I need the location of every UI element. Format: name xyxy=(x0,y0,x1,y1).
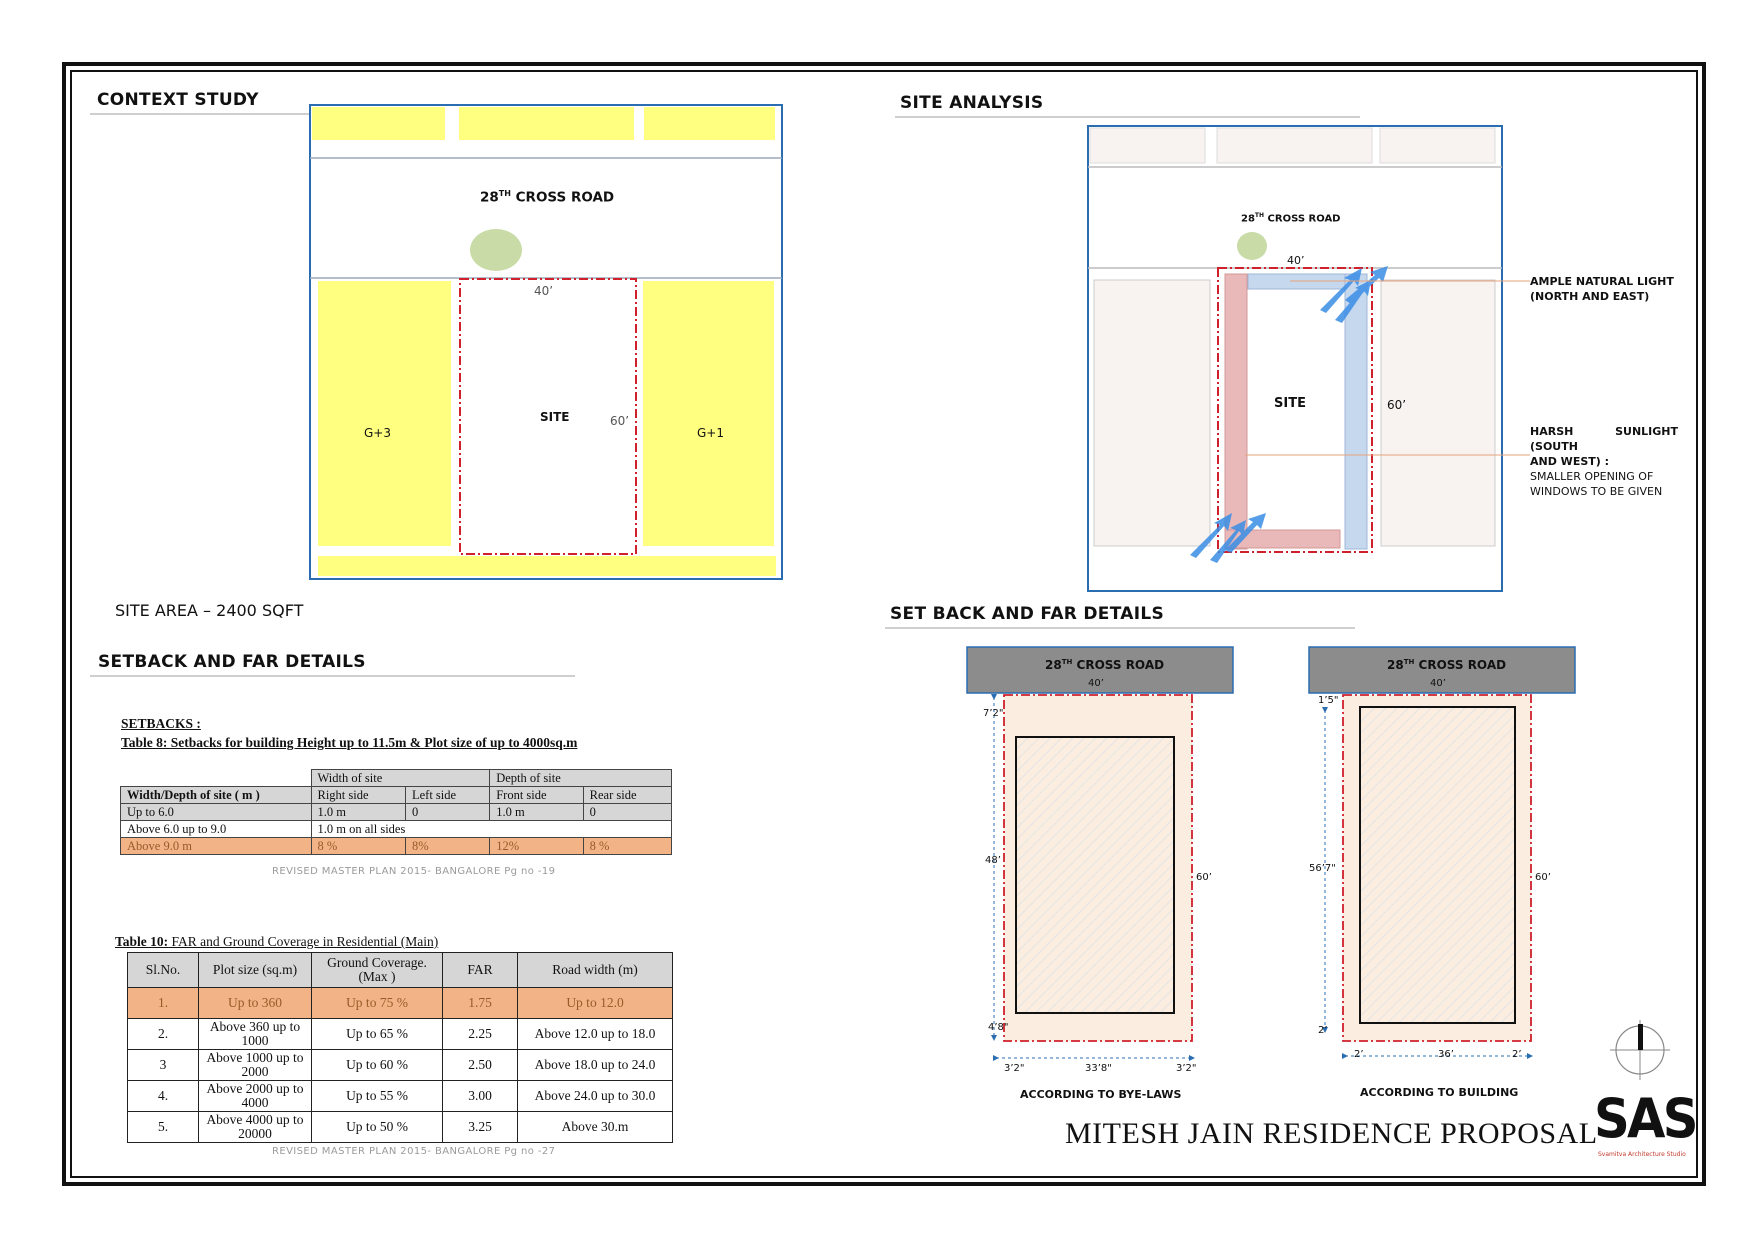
building-inner-width: 36’ xyxy=(1438,1049,1454,1060)
table10-header: Ground Coverage. (Max ) xyxy=(312,953,443,988)
building-road-label: 28TH CROSS ROAD xyxy=(1387,658,1507,672)
setback-far-heading: SETBACK AND FAR DETAILS xyxy=(98,652,366,672)
table-cell: 8 % xyxy=(583,838,671,855)
table-cell: Up to 65 % xyxy=(312,1019,443,1050)
byelaws-top-dim: 40’ xyxy=(1088,678,1104,689)
table-cell: Above 30.m xyxy=(518,1112,673,1143)
table-cell: Above 1000 up to 2000 xyxy=(199,1050,312,1081)
table-cell: 5. xyxy=(128,1112,199,1143)
table-cell: 1.0 m xyxy=(490,804,583,821)
byelaws-depth-dim: 60’ xyxy=(1196,872,1212,883)
analysis-site-label: SITE xyxy=(1274,396,1306,411)
left-building-label: G+3 xyxy=(364,426,391,440)
table8-col-front: Front side xyxy=(490,787,583,804)
byelaws-plan xyxy=(967,647,1233,1058)
building-side-left: 2’ xyxy=(1354,1049,1364,1060)
setbacks-title: SETBACKS : xyxy=(121,716,201,731)
site-area-text: SITE AREA – 2400 SQFT xyxy=(115,601,304,620)
byelaws-mid-dim: 48’ xyxy=(985,855,1001,866)
table-cell: 0 xyxy=(583,804,671,821)
table-cell: Above 360 up to 1000 xyxy=(199,1019,312,1050)
context-site-label: SITE xyxy=(540,410,570,424)
table10-header: Sl.No. xyxy=(128,953,199,988)
table-cell: 1.75 xyxy=(443,988,518,1019)
table-cell: Up to 12.0 xyxy=(518,988,673,1019)
project-title: MITESH JAIN RESIDENCE PROPOSAL xyxy=(1065,1117,1598,1150)
table8-caption: Table 8: Setbacks for building Height up to 11.5m & Plot size of up to 4000sq.m xyxy=(121,735,578,750)
north-arrow-icon xyxy=(1610,1020,1670,1080)
table8-col-left: Left side xyxy=(405,787,489,804)
table8-col-label: Width/Depth of site ( m ) xyxy=(121,787,312,804)
table-cell: 2.25 xyxy=(443,1019,518,1050)
table8-source: REVISED MASTER PLAN 2015- BANGALORE Pg no -19 xyxy=(272,866,556,877)
table-cell: 2.50 xyxy=(443,1050,518,1081)
table-cell: Above 2000 up to 4000 xyxy=(199,1081,312,1112)
studio-logo-subtext: Svamitva Architecture Studio xyxy=(1598,1151,1686,1158)
table-cell: 0 xyxy=(405,804,489,821)
table-cell: 3.00 xyxy=(443,1081,518,1112)
table-cell: Above 18.0 up to 24.0 xyxy=(518,1050,673,1081)
table-cell: Above 9.0 m xyxy=(121,838,312,855)
context-road-label: 28TH CROSS ROAD xyxy=(480,189,615,206)
analysis-road-label: 28TH CROSS ROAD xyxy=(1241,212,1341,225)
building-side-right: 2’ xyxy=(1512,1049,1522,1060)
right-building-label: G+1 xyxy=(697,426,724,440)
building-top-dim: 40’ xyxy=(1430,678,1446,689)
table-cell: 8% xyxy=(405,838,489,855)
building-front-setback: 1’5" xyxy=(1318,695,1339,706)
building-depth-dim: 60’ xyxy=(1535,872,1551,883)
byelaws-side-left: 3’2" xyxy=(1004,1063,1025,1074)
analysis-width-dim: 40’ xyxy=(1287,254,1305,267)
context-width-dim: 40’ xyxy=(534,284,554,298)
table-cell: Above 24.0 up to 30.0 xyxy=(518,1081,673,1112)
context-study-heading: CONTEXT STUDY xyxy=(97,90,259,110)
table-cell: 4. xyxy=(128,1081,199,1112)
table10-header: Plot size (sq.m) xyxy=(199,953,312,988)
byelaws-inner-width: 33’8" xyxy=(1085,1063,1112,1074)
table-cell: Up to 50 % xyxy=(312,1112,443,1143)
table-cell: 3.25 xyxy=(443,1112,518,1143)
table8-group-depth: Depth of site xyxy=(490,770,672,787)
table-cell: Above 4000 up to 20000 xyxy=(199,1112,312,1143)
studio-logo: SAS xyxy=(1594,1087,1696,1150)
harsh-sunlight-note: HARSH SUNLIGHT (SOUTH AND WEST) : SMALLER OPENING OF WINDOWS TO BE GIVEN xyxy=(1530,425,1678,498)
table-cell: Up to 60 % xyxy=(312,1050,443,1081)
table-cell: 8 % xyxy=(311,838,405,855)
natural-light-note: AMPLE NATURAL LIGHT (NORTH AND EAST) xyxy=(1530,275,1674,303)
set-back-far-heading: SET BACK AND FAR DETAILS xyxy=(890,604,1165,624)
table-cell: Above 12.0 up to 18.0 xyxy=(518,1019,673,1050)
table8-group-width: Width of site xyxy=(311,770,490,787)
table10-header: FAR xyxy=(443,953,518,988)
table-cell: Up to 55 % xyxy=(312,1081,443,1112)
context-depth-dim: 60’ xyxy=(610,414,630,428)
building-mid-dim: 56’7" xyxy=(1309,863,1336,874)
table-cell: Up to 75 % xyxy=(312,988,443,1019)
byelaws-buildable-area xyxy=(1016,737,1174,1013)
building-footprint xyxy=(1360,707,1515,1023)
table-cell: Above 6.0 up to 9.0 xyxy=(121,821,312,838)
table-cell: 1.0 m on all sides xyxy=(311,821,672,838)
table-cell: 3 xyxy=(128,1050,199,1081)
byelaws-front-setback: 7’2" xyxy=(983,708,1004,719)
analysis-depth-dim: 60’ xyxy=(1387,398,1407,412)
table10-source: REVISED MASTER PLAN 2015- BANGALORE Pg no -27 xyxy=(272,1146,556,1157)
byelaws-rear-setback: 4’8" xyxy=(988,1022,1009,1033)
site-analysis-heading: SITE ANALYSIS xyxy=(900,93,1044,113)
byelaws-caption: ACCORDING TO BYE-LAWS xyxy=(1020,1088,1182,1101)
table-cell: 12% xyxy=(490,838,583,855)
table-cell: Up to 6.0 xyxy=(121,804,312,821)
table-cell: 1.0 m xyxy=(311,804,405,821)
table8-col-rear: Rear side xyxy=(583,787,671,804)
byelaws-side-right: 3’2" xyxy=(1176,1063,1197,1074)
byelaws-road-label: 28TH CROSS ROAD xyxy=(1045,658,1165,672)
table10-header: Road width (m) xyxy=(518,953,673,988)
table-cell: Up to 360 xyxy=(199,988,312,1019)
table8-col-right: Right side xyxy=(311,787,405,804)
table-cell: 2. xyxy=(128,1019,199,1050)
table-cell: 1. xyxy=(128,988,199,1019)
building-caption: ACCORDING TO BUILDING xyxy=(1360,1086,1519,1099)
table10-caption: Table 10: FAR and Ground Coverage in Residential (Main) xyxy=(115,934,439,949)
building-rear-setback: 2’ xyxy=(1318,1025,1328,1036)
building-plan xyxy=(1309,647,1575,1056)
